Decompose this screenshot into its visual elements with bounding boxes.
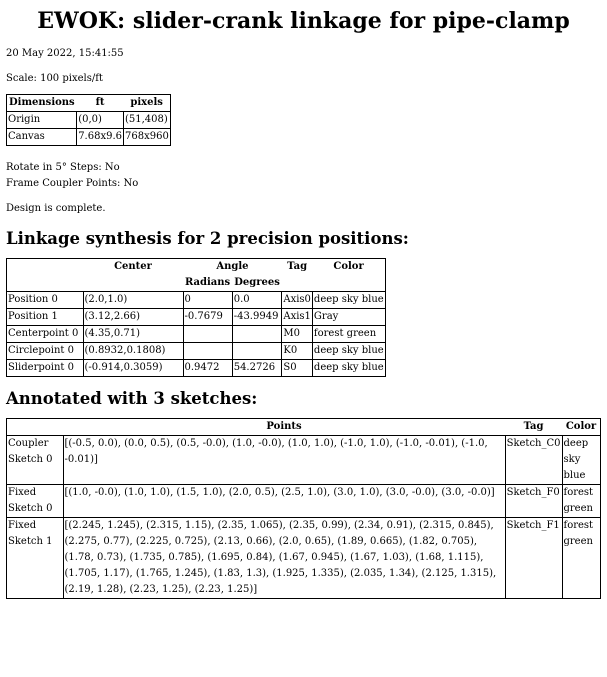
cell-tag: Axis0 [282, 292, 313, 309]
cell-radians: -0.7679 [183, 309, 232, 326]
column-header-center: Center [114, 261, 152, 272]
cell-degrees [232, 326, 282, 343]
scale-text: Scale: 100 pixels/ft [6, 73, 103, 84]
cell-center: (2.0,1.0) [83, 292, 183, 309]
cell-tag: Sketch_F1 [505, 518, 562, 599]
cell-color: deep sky blue [312, 360, 385, 377]
cell-center: (4.35,0.71) [83, 326, 183, 343]
dimensions-table [6, 94, 171, 146]
cell-center: (3.12,2.66) [83, 309, 183, 326]
cell-tag: S0 [282, 360, 313, 377]
table-row [7, 309, 386, 326]
table-row [7, 112, 171, 129]
cell-pixels: (51,408) [124, 112, 171, 129]
cell-color: forest green [312, 326, 385, 343]
cell-radians [183, 326, 232, 343]
table-row [7, 129, 171, 146]
column-header-radians: Radians [185, 277, 231, 288]
row-label: Position 0 [7, 292, 84, 309]
cell-ft: 7.68x9.6 [77, 129, 124, 146]
cell-tag: M0 [282, 326, 313, 343]
table-header-row [7, 419, 601, 436]
table-header-row [7, 95, 171, 112]
row-label: Sliderpoint 0 [7, 360, 84, 377]
row-label: Fixed Sketch 1 [7, 518, 64, 599]
cell-degrees: 54.2726 [232, 360, 282, 377]
row-label: Position 1 [7, 309, 84, 326]
cell-center: (-0.914,0.3059) [83, 360, 183, 377]
page-title: EWOK: slider-crank linkage for pipe-clamp [37, 8, 570, 34]
sketches-heading: Annotated with 3 sketches: [6, 389, 258, 408]
table-row [7, 360, 386, 377]
column-header-color: Color [565, 421, 597, 432]
column-header-degrees: Degrees [234, 277, 280, 288]
cell-color: Gray [312, 309, 385, 326]
cell-degrees [232, 343, 282, 360]
row-label: Canvas [7, 129, 77, 146]
table-row [7, 343, 386, 360]
row-label: Circlepoint 0 [7, 343, 84, 360]
report-page [0, 8, 607, 599]
column-header-pixels: pixels [130, 97, 163, 108]
synthesis-table [6, 258, 386, 377]
sketches-table [6, 418, 601, 599]
table-row [7, 485, 601, 518]
cell-radians [183, 343, 232, 360]
row-label: Fixed Sketch 0 [7, 485, 64, 518]
cell-color: deep sky blue [312, 292, 385, 309]
table-row [7, 436, 601, 485]
cell-center: (0.8932,0.1808) [83, 343, 183, 360]
row-label: Centerpoint 0 [7, 326, 84, 343]
row-label: Coupler Sketch 0 [7, 436, 64, 485]
row-label: Origin [7, 112, 77, 129]
column-header-color: Color [333, 261, 364, 272]
cell-pixels: 768x960 [124, 129, 171, 146]
timestamp: 20 May 2022, 15:41:55 [6, 48, 124, 59]
cell-color: forest green [562, 518, 601, 599]
table-row [7, 518, 601, 599]
frame-option: Frame Coupler Points: No [6, 178, 139, 189]
cell-tag: Axis1 [282, 309, 313, 326]
column-header-dimensions: Dimensions [9, 97, 75, 108]
column-header-tag: Tag [523, 421, 544, 432]
table-row [7, 292, 386, 309]
cell-radians: 0.9472 [183, 360, 232, 377]
cell-color: deep sky blue [562, 436, 601, 485]
table-header-row [7, 259, 386, 276]
cell-points: [(-0.5, 0.0), (0.0, 0.5), (0.5, -0.0), (1.0, -0.0), (1.0, 1.0), (-1.0, 1.0), (-1.0, -0.01), (-1.0, -0.01)] [63, 436, 505, 485]
synthesis-heading: Linkage synthesis for 2 precision positions: [6, 229, 409, 248]
cell-color: forest green [562, 485, 601, 518]
cell-degrees: -43.9949 [232, 309, 282, 326]
column-header-points: Points [266, 421, 302, 432]
status-text: Design is complete. [6, 203, 106, 214]
cell-radians: 0 [183, 292, 232, 309]
cell-ft: (0,0) [77, 112, 124, 129]
cell-degrees: 0.0 [232, 292, 282, 309]
cell-color: deep sky blue [312, 343, 385, 360]
cell-tag: Sketch_F0 [505, 485, 562, 518]
cell-tag: Sketch_C0 [505, 436, 562, 485]
rotate-option: Rotate in 5° Steps: No [6, 162, 120, 173]
table-row [7, 326, 386, 343]
cell-points: [(2.245, 1.245), (2.315, 1.15), (2.35, 1.065), (2.35, 0.99), (2.34, 0.91), (2.315, 0.845), (2.275, 0.77), (2.225, 0.725), (2.13, 0.66), (2.0, 0.65), (1.89, 0.665), (1.82, 0.705), (1.78, 0.73), (1.735, 0.785), (1.695, 0.84), (1.67, 0.945), (1.67, 1.03), (1.68, 1.115), (1.705, 1.17), (1.765, 1.245), (1.83, 1.3), (1.925, 1.335), (2.035, 1.34), (2.125, 1.315), (2.19, 1.28), (2.23, 1.25), (2.23, 1.25)] [63, 518, 505, 599]
column-header-tag: Tag [287, 261, 308, 272]
column-header-angle: Angle [216, 261, 249, 272]
column-header-ft: ft [95, 97, 105, 108]
cell-tag: K0 [282, 343, 313, 360]
cell-points: [(1.0, -0.0), (1.0, 1.0), (1.5, 1.0), (2.0, 0.5), (2.5, 1.0), (3.0, 1.0), (3.0, -0.0), (3.0, -0.0)] [63, 485, 505, 518]
table-subheader-row [7, 275, 386, 292]
